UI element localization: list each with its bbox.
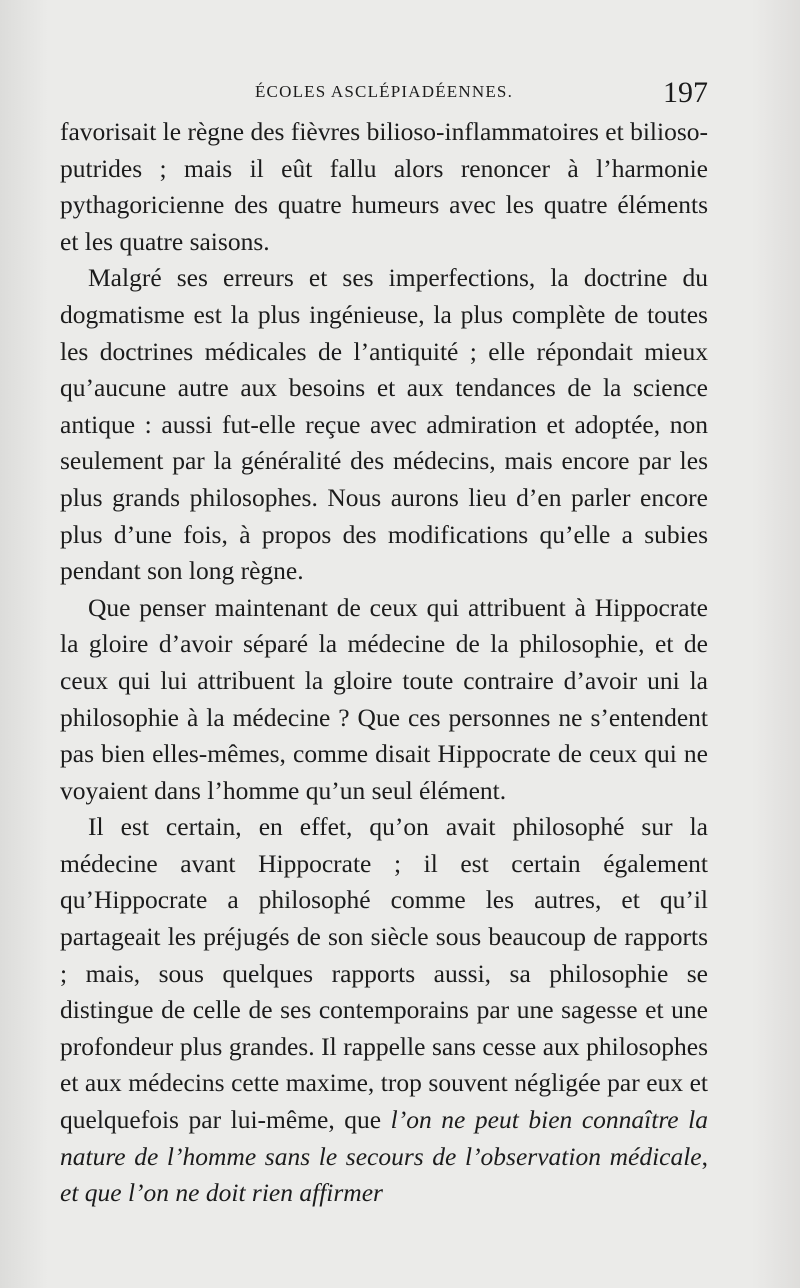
italic-joiner: , — [701, 1141, 708, 1171]
paragraph-1: favorisait le règne des fièvres bilioso-inflammatoires et bilioso-putrides ; mais il eût fallu alors renoncer à l’harmonie pythagoricienne des quatre humeurs avec les quatre éléments et les quatre saisons. — [60, 117, 708, 256]
running-title: ÉCOLES ASCLÉPIADÉENNES. — [254, 82, 514, 101]
italic-phrase-2: et que l’on ne doit rien affirmer — [60, 1178, 383, 1208]
paragraph-4 — [60, 809, 708, 1212]
paragraph-2: Malgré ses erreurs et ses imperfections, la doctrine du dogmatisme est la plus ingénieuse, la plus complète de toutes les doctrines médicales de l’antiquité ; elle répondait mieux qu’aucune autre aux besoins et aux tendances de la science antique : aussi fut-elle reçue avec admiration et adoptée, non seulement par la généralité des médecins, mais encore par les plus grands philosophes. Nous aurons lieu d’en parler encore plus d’une fois, à propos des modifications qu’elle a subies pendant son long règne. — [60, 263, 708, 586]
italic-phrase-1: l’on ne peut bien connaître la nature de l’homme sans le secours de l’observation médicale — [60, 1105, 709, 1171]
page-header — [60, 76, 708, 112]
paragraph-3: Que penser maintenant de ceux qui attribuent à Hippocrate la gloire d’avoir séparé la médecine de la philosophie, et de ceux qui lui attribuent la gloire toute contraire d’avoir uni la philosophie à la médecine ? Que ces personnes ne s’entendent pas bien elles-mêmes, comme disait Hippocrate de ceux qui ne voyaient dans l’homme qu’un seul élément. — [60, 592, 708, 805]
body-text — [60, 114, 708, 1212]
paragraph-4-text: Il est certain, en effet, qu’on avait philosophé sur la médecine avant Hippocrate ; il est certain également qu’Hippocrate a philosophé comme les autres, et qu’il partageait les préjugés de son siècle sous beaucoup de rapports ; mais, sous quelques rapports aussi, sa philosophie se distingue de celle de ses contemporains par une sagesse et une profondeur plus grandes. Il rappelle sans cesse aux philosophes et aux médecins cette maxime, trop souvent négligée par eux et quelquefois par lui-même, que — [60, 812, 708, 1135]
page-number: 197 — [663, 76, 708, 109]
